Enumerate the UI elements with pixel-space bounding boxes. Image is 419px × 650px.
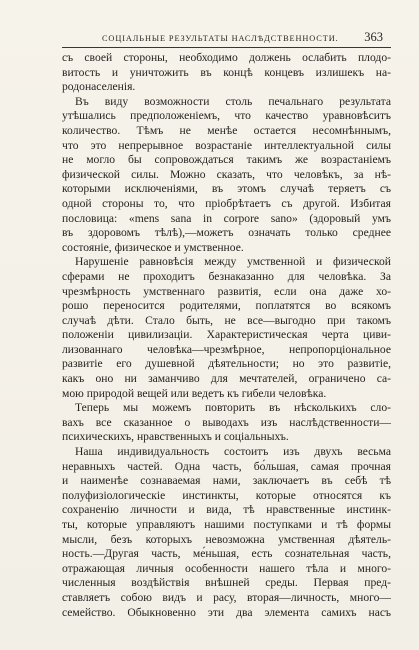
text-line: количество. Тѣмъ не менѣе остается несомнѣннымъ, [62, 123, 391, 137]
text-line: одной стороны то, что пріобрѣтаетъ съ другой. Избитая [62, 196, 391, 210]
running-head [63, 30, 392, 46]
text-line: утѣшались предположеніемъ, что качество уравновѣситъ [62, 109, 391, 123]
text-line: родонаселенія. [62, 80, 136, 94]
text-line: физической силы. Можно сказать, что человѣкъ, за нѣ- [62, 167, 391, 181]
text-line: ставляетъ собою видъ и расу, вторая—личность, много— [62, 590, 391, 604]
page-number: 363 [364, 30, 383, 44]
text-line: сферами не проходитъ безнаказанно для человѣка. За [62, 269, 391, 283]
text-line: отражающая личныя особенности нашего тѣла и много- [62, 561, 391, 575]
text-line: развитіе его душевной дѣятельности; но это развитіе, [62, 357, 391, 371]
text-line: неравныхъ частей. Одна часть, бо́льшая, самая прочная [62, 459, 391, 473]
text-line: ты, которые управляютъ нашими поступками и тѣ формы [62, 518, 391, 531]
text-line: Въ виду возможности столь печальнаго результата [75, 94, 391, 108]
text-line: Теперь мы можемъ повторить въ нѣсколькихъ сло- [75, 401, 391, 415]
text-line: психическихъ, нравственныхъ и соціальныхъ. [62, 430, 289, 444]
text-line: какъ оно ни заманчиво для мечтателей, ограничено са- [62, 372, 391, 386]
text-line: не могло бы сопровождаться такимъ же возрастаніемъ [62, 153, 391, 167]
text-line: вахъ все сказанное о выводахъ изъ наслѣдственности— [62, 415, 391, 429]
text-line: въ здоровомъ тѣлѣ),—можетъ означать только среднее [62, 226, 391, 240]
text-line: чрезмѣрность умственнаго развитія, если она даже хо- [62, 284, 391, 298]
text-line: сохраненію личности и вида, тѣ нравственные инстинк- [62, 503, 391, 517]
text-line: и наименѣе сознаваемая нами, заключаетъ въ себѣ тѣ [62, 474, 391, 488]
text-line: ность.—Другая часть, ме́ньшая, есть сознательная часть, [62, 547, 391, 561]
text-line: численныя воздѣйствія внѣшней среды. Первая пред- [62, 576, 391, 590]
running-title: СОЦІАЛЬНЫЕ РЕЗУЛЬТАТЫ НАСЛѢДСТВЕННОСТИ. [102, 34, 339, 43]
body-text [62, 51, 391, 620]
text-line: случаѣ дѣти. Стало быть, не все—выгодно при такомъ [62, 313, 391, 327]
text-line: Нарушеніе равновѣсія между умственной и физической [75, 255, 391, 269]
header-rule [62, 47, 391, 48]
text-line: полуфизіологическіе инстинкты, которые относятся къ [62, 488, 391, 502]
text-line: что это непрерывное возрастаніе интеллектуальной силы [62, 138, 391, 152]
text-line: лизованнаго человѣка—чрезмѣрное, непропорціональное [62, 342, 391, 356]
text-line: состояніе, физическое и умственное. [62, 240, 244, 254]
text-line: которыми исключеніями, въ этомъ случаѣ теряетъ съ [62, 182, 391, 196]
text-line: Наша индивидуальность состоитъ изъ двухъ весьма [75, 445, 391, 459]
text-line: пословица: «mens sana in corpore sano» (здоровый умъ [62, 211, 391, 225]
text-line: рошо переносится родителями, поплатятся во всякомъ [62, 299, 391, 313]
text-line: мысли, безъ которыхъ невозможна умственная дѣятель- [62, 532, 391, 546]
text-line: мою природой вещей или ведетъ къ гибели человѣка. [62, 386, 327, 400]
text-line: съ своей стороны, необходимо должень ослабить плодо- [62, 51, 391, 64]
text-line: витость и уничтожить въ концѣ концевъ излишекъ на- [62, 65, 391, 79]
text-line: семейство. Обыкновенно эти два элемента самихъ насъ [62, 605, 391, 619]
text-line: положеніи цивилизаціи. Характеристическая черта циви- [62, 328, 391, 342]
